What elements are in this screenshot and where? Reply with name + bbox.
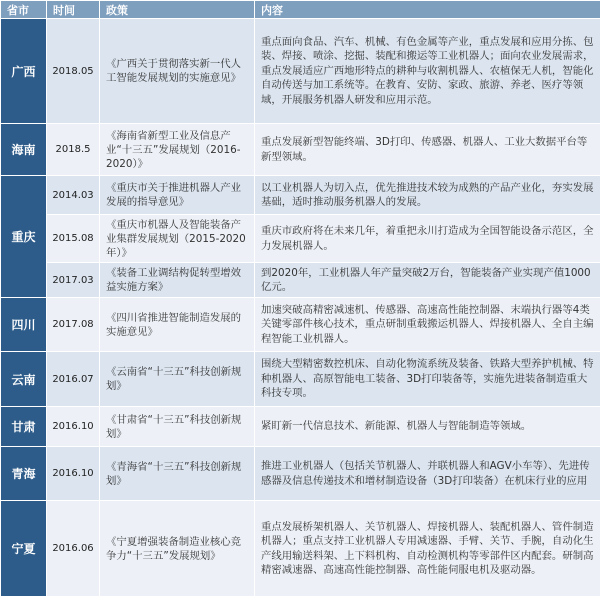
table-row [1,19,600,124]
policy-cell: 《广西关于贯彻落实新一代人工智能发展规划的实施意见》 [100,19,255,124]
province-cell: 海南 [1,124,47,176]
policy-cell: 《海南省新型工业及信息产业“十三五”发展规划（2016-2020）》 [100,124,255,176]
content-cell: 重点发展新型智能终端、3D打印、传感器、机器人、工业大数据平台等新型领域。 [255,124,600,176]
date-cell: 2017.03 [47,263,100,298]
province-cell: 广西 [1,19,47,124]
province-cell: 甘肃 [1,407,47,447]
table-row [1,298,600,352]
policy-cell: 《四川省推进智能制造发展的实施意见》 [100,298,255,352]
table-row [1,176,600,215]
table-row [1,215,600,263]
province-cell: 青海 [1,447,47,501]
table-row [1,447,600,501]
header-province: 省市 [1,1,47,19]
table-row [1,407,600,447]
header-row [1,1,600,19]
date-cell: 2018.5 [47,124,100,176]
province-cell: 宁夏 [1,501,47,597]
content-cell: 加速突破高精密减速机、传感器、高速高性能控制器、末端执行器等4类关键零部件核心技术，重点研制重载搬运机器人、焊接机器人、全自主编程智能工业机器人。 [255,298,600,352]
content-cell: 重点发展桥架机器人、关节机器人、焊接机器人、装配机器人、管件制造机器人；重点支持工业机器人专用减速器、手臂、关节、手腕，自动化生产线用输送料架、上下料机构、自动检测机构等零部件区内配套。研制高精密减速器、高速高性能控制器、高性能伺服电机及驱动器。 [255,501,600,597]
policy-cell: 《甘肃省“十三五”科技创新规划》 [100,407,255,447]
table-row [1,263,600,298]
table-row [1,352,600,407]
policy-cell: 《云南省“十三五”科技创新规划》 [100,352,255,407]
date-cell: 2016.06 [47,501,100,597]
header-time: 时间 [47,1,100,19]
content-cell: 以工业机器人为切入点，优先推进技术较为成熟的产品产业化，夯实发展基础，适时推动服务机器人的发展。 [255,176,600,215]
date-cell: 2015.08 [47,215,100,263]
content-cell: 紧盯新一代信息技术、新能源、机器人与智能制造等领域。 [255,407,600,447]
policy-cell: 《装备工业调结构促转型增效益实施方案》 [100,263,255,298]
policy-cell: 《重庆市机器人及智能装备产业集群发展规划（2015-2020年）》 [100,215,255,263]
date-cell: 2016.07 [47,352,100,407]
content-cell: 推进工业机器人（包括关节机器人、并联机器人和AGV小车等）、先进传感器及信息传递技术和增材制造设备（3D打印装备）在机床行业的应用 [255,447,600,501]
header-content: 内容 [255,1,600,19]
date-cell: 2016.10 [47,407,100,447]
header-policy: 政策 [100,1,255,19]
table-row [1,124,600,176]
content-cell: 重庆市政府将在未来几年，着重把永川打造成为全国智能设备示范区，全力发展机器人。 [255,215,600,263]
date-cell: 2016.10 [47,447,100,501]
policy-cell: 《宁夏增强装备制造业核心竞争力“十三五”发展规划》 [100,501,255,597]
content-cell: 重点面向食品、汽车、机械、有色金属等产业，重点发展和应用分拣、包装、焊接、喷涂、挖掘、装配和搬运等工业机器人；面向农业发展需求，重点发展适应广西地形特点的耕种与收割机器人、农植保无人机，智能化自动传送与加工系统等。在教育、安防、家政、旅游、养老、医疗等领域，开展服务机器人研发和应用示范。 [255,19,600,124]
policy-cell: 《重庆市关于推进机器人产业发展的指导意见》 [100,176,255,215]
policy-cell: 《青海省“十三五”科技创新规划》 [100,447,255,501]
province-cell: 四川 [1,298,47,352]
date-cell: 2017.08 [47,298,100,352]
date-cell: 2018.05 [47,19,100,124]
province-cell: 云南 [1,352,47,407]
content-cell: 到2020年，工业机器人年产量突破2万台，智能装备产业实现产值1000亿元。 [255,263,600,298]
content-cell: 围绕大型精密数控机床、自动化物流系统及装备、铁路大型养护机械、特种机器人、高原智能电工装备、3D打印装备等，实施先进装备制造重大科技专项。 [255,352,600,407]
date-cell: 2014.03 [47,176,100,215]
province-cell: 重庆 [1,176,47,298]
table-row [1,501,600,597]
